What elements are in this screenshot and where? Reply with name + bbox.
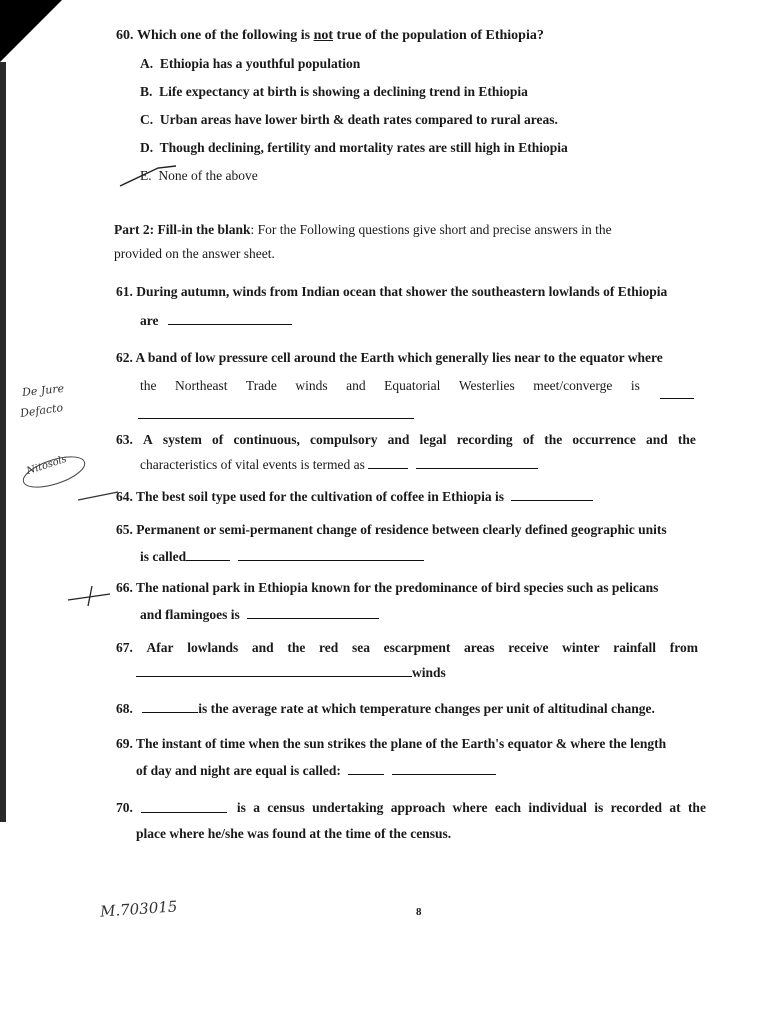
q67-line2: winds — [136, 664, 446, 681]
q66-line2: and flamingoes is — [140, 606, 379, 623]
q70-line1: 70. is a census undertaking approach where each individual is recorded at the — [116, 800, 706, 815]
q66-line1: 66. The national park in Ethiopia known for the predominance of bird species such as pelicans — [116, 580, 659, 595]
q65-line1: 65. Permanent or semi-permanent change of residence between clearly defined geographic units — [116, 522, 667, 537]
answer-blank — [416, 456, 538, 469]
answer-blank — [138, 406, 414, 419]
q68: 68. is the average rate at which temperature changes per unit of altitudinal change. — [116, 701, 655, 716]
answer-blank — [238, 548, 424, 561]
handwritten-note-de-jure: De Jure — [21, 381, 65, 400]
handwritten-note-nitosols: Nitosols — [25, 453, 69, 478]
answer-blank — [368, 456, 408, 469]
answer-blank — [136, 664, 412, 677]
q69-line1: 69. The instant of time when the sun strikes the plane of the Earth's equator & where the length — [116, 736, 667, 751]
q65-line2: is called — [140, 548, 424, 565]
option-a: A. Ethiopia has a youthful population — [140, 56, 361, 71]
option-e: E. None of the above — [140, 168, 258, 183]
q67-line1: 67. Afar lowlands and the red sea escarpment areas receive winter rainfall from — [116, 640, 698, 655]
answer-blank — [392, 762, 496, 775]
answer-blank — [660, 386, 694, 399]
page-number: 8 — [416, 906, 422, 918]
answer-blank — [511, 488, 593, 501]
answer-blank — [142, 700, 198, 713]
part2-instruction-line2: provided on the answer sheet. — [114, 246, 275, 261]
handwritten-footer-id: M.703015 — [99, 897, 178, 921]
scan-corner-shadow — [0, 0, 62, 62]
answer-blank — [348, 762, 384, 775]
answer-blank — [168, 312, 292, 325]
option-c: C. Urban areas have lower birth & death rates compared to rural areas. — [140, 112, 558, 127]
q64: 64. The best soil type used for the cultivation of coffee in Ethiopia is — [116, 488, 593, 505]
option-d: D. Though declining, fertility and mortality rates are still high in Ethiopia — [140, 140, 568, 155]
q62-line1: 62. A band of low pressure cell around the Earth which generally lies near to the equator where — [116, 350, 663, 365]
handwritten-note-defacto: Defacto — [19, 401, 64, 420]
q70-line2: place where he/she was found at the time of the census. — [136, 826, 452, 841]
q63-line1: 63. A system of continuous, compulsory and legal recording of the occurrence and the — [116, 432, 696, 447]
q62-line2: the Northeast Trade winds and Equatorial Westerlies meet/converge is — [140, 378, 640, 393]
handwritten-circle — [20, 454, 92, 494]
q66-cross-mark — [66, 584, 112, 608]
question-text-end: true of the population of Ethiopia? — [336, 28, 544, 43]
option-b: B. Life expectancy at birth is showing a declining trend in Ethiopia — [140, 84, 528, 99]
answer-blank — [141, 800, 227, 813]
q63-line2: characteristics of vital events is termed as — [140, 456, 538, 473]
answer-blank — [186, 548, 230, 561]
q60-stem — [116, 28, 544, 44]
scan-edge-shadow — [0, 62, 6, 822]
answer-blank — [247, 606, 379, 619]
emphasis-not: not — [313, 28, 334, 43]
q61-line1: 61. During autumn, winds from Indian ocean that shower the southeastern lowlands of Ethiopia — [116, 284, 668, 299]
question-text: Which one of the following is — [137, 28, 311, 43]
question-number: 60. — [116, 28, 134, 43]
part2-instruction: : For the Following questions give short and precise answers in the — [250, 222, 612, 237]
q69-line2: of day and night are equal is called: — [136, 762, 496, 779]
part2-heading — [114, 222, 612, 238]
q61-line2: are — [140, 312, 292, 329]
part2-title: Part 2: Fill-in the blank — [114, 222, 251, 237]
option-e-checkmark — [118, 162, 178, 192]
